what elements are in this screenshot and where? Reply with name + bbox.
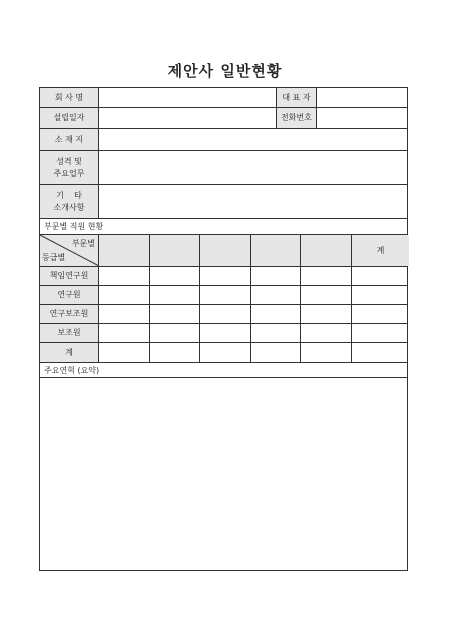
staff-cell[interactable]: [251, 286, 301, 304]
address-field[interactable]: [99, 129, 409, 150]
other-field[interactable]: [99, 185, 409, 218]
nature-label-line1: 성격 및: [56, 156, 82, 166]
history-section-title-row: [40, 363, 407, 378]
staff-cell[interactable]: [99, 286, 150, 304]
staff-cell[interactable]: [301, 286, 352, 304]
staff-cell[interactable]: [251, 343, 301, 362]
other-label: [40, 185, 99, 218]
history-field[interactable]: [40, 378, 407, 570]
staff-diagonal-header: [40, 235, 99, 266]
staff-cell[interactable]: [150, 343, 200, 362]
staff-cell[interactable]: [99, 305, 150, 323]
staff-section-title-row: [40, 219, 407, 235]
representative-label: 대 표 자: [277, 88, 317, 107]
phone-field[interactable]: [317, 108, 409, 128]
staff-total-cell[interactable]: [352, 267, 409, 285]
total-col-header: 계: [352, 235, 409, 266]
staff-cell[interactable]: [301, 267, 352, 285]
staff-cell[interactable]: [251, 324, 301, 342]
staff-cell[interactable]: [200, 324, 251, 342]
dept-col-1[interactable]: [99, 235, 150, 266]
staff-cell[interactable]: [150, 324, 200, 342]
staff-row-2: [40, 286, 407, 305]
header-grade-label: 등급별: [42, 253, 66, 262]
staff-row-4: [40, 324, 407, 343]
row-founded: [40, 108, 407, 129]
staff-total-cell[interactable]: [352, 286, 409, 304]
grade-label-total: 계: [40, 343, 99, 362]
staff-cell[interactable]: [301, 324, 352, 342]
other-label-line2: 소개사항: [53, 202, 85, 212]
staff-total-cell[interactable]: [352, 343, 409, 362]
staff-cell[interactable]: [251, 267, 301, 285]
dept-col-5[interactable]: [301, 235, 352, 266]
representative-field[interactable]: [317, 88, 409, 107]
row-company-name: [40, 88, 407, 108]
row-address: [40, 129, 407, 151]
phone-label: 전화번호: [277, 108, 317, 128]
row-nature: [40, 151, 407, 185]
founded-label: 설립일자: [40, 108, 99, 128]
staff-section-title: 부문별 직원 현황: [44, 222, 104, 231]
nature-label: [40, 151, 99, 184]
nature-label-line2: 주요업무: [53, 168, 85, 178]
staff-cell[interactable]: [200, 305, 251, 323]
grade-label-2: 연구원: [40, 286, 99, 304]
staff-cell[interactable]: [99, 267, 150, 285]
staff-cell[interactable]: [150, 267, 200, 285]
other-label-line1: 기 타: [56, 190, 82, 200]
staff-row-3: [40, 305, 407, 324]
staff-cell[interactable]: [150, 286, 200, 304]
staff-cell[interactable]: [200, 343, 251, 362]
grade-label-1: 책임연구원: [40, 267, 99, 285]
header-dept-label: 부문별: [71, 239, 95, 248]
staff-cell[interactable]: [99, 343, 150, 362]
staff-total-cell[interactable]: [352, 305, 409, 323]
company-overview-form: [39, 87, 408, 571]
dept-col-2[interactable]: [150, 235, 200, 266]
founded-field[interactable]: [99, 108, 277, 128]
staff-cell[interactable]: [200, 286, 251, 304]
address-label: 소 재 지: [40, 129, 99, 150]
staff-row-total: [40, 343, 407, 363]
nature-field[interactable]: [99, 151, 409, 184]
dept-col-3[interactable]: [200, 235, 251, 266]
staff-row-1: [40, 267, 407, 286]
staff-cell[interactable]: [150, 305, 200, 323]
staff-cell[interactable]: [200, 267, 251, 285]
staff-total-cell[interactable]: [352, 324, 409, 342]
staff-cell[interactable]: [301, 305, 352, 323]
company-name-field[interactable]: [99, 88, 277, 107]
row-other: [40, 185, 407, 219]
staff-header-row: [40, 235, 407, 267]
page-title: 제안사 일반현황: [167, 62, 283, 80]
grade-label-3: 연구보조원: [40, 305, 99, 323]
grade-label-4: 보조원: [40, 324, 99, 342]
dept-col-4[interactable]: [251, 235, 301, 266]
staff-cell[interactable]: [251, 305, 301, 323]
company-name-label: 회 사 명: [40, 88, 99, 107]
history-section-title: 주요연혁 (요약): [44, 365, 100, 375]
staff-cell[interactable]: [301, 343, 352, 362]
staff-cell[interactable]: [99, 324, 150, 342]
